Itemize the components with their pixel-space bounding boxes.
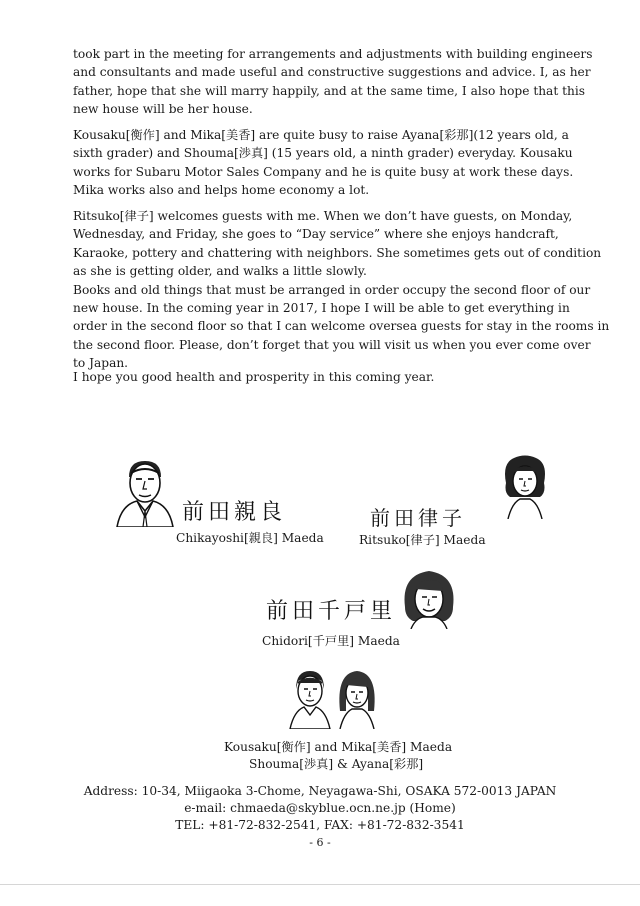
ritsuko-portrait-icon <box>500 453 550 519</box>
chikayoshi-caption: Chikayoshi[親良] Maeda <box>176 531 324 545</box>
text-line: new house. In the coming year in 2017, I hope I will be able to get everything in <box>73 301 570 316</box>
text-line: and consultants and made useful and constructive suggestions and advice. I, as her <box>73 65 591 80</box>
kousaku-portrait-icon <box>288 667 332 729</box>
text-line: Books and old things that must be arranged in order occupy the second floor of our <box>73 282 591 297</box>
text-line: Ritsuko[律子] welcomes guests with me. When we don’t have guests, on Monday, <box>73 209 573 223</box>
page-edge-divider <box>0 884 640 885</box>
text-line: I hope you good health and prosperity in this coming year. <box>73 370 435 384</box>
text-line: as she is getting older, and walks a little slowly. <box>73 264 367 279</box>
paragraph-2 <box>73 126 589 200</box>
text-line: Mika works also and helps home economy a lot. <box>73 183 370 198</box>
paragraph-3 <box>73 207 610 373</box>
mika-portrait-icon <box>336 667 378 729</box>
chidori-signature: 前田千戸里 <box>266 599 397 624</box>
email-line: e-mail: chmaeda@skyblue.ocn.ne.jp (Home) <box>184 801 456 815</box>
text-line: to Japan. <box>73 356 129 371</box>
chikayoshi-portrait-icon <box>113 455 177 527</box>
ritsuko-signature: 前田律子 <box>370 506 466 530</box>
text-line: Karaoke, pottery and chattering with neighbors. She sometimes gets out of condition <box>73 245 602 260</box>
paragraph-1 <box>73 45 593 119</box>
chidori-portrait-icon <box>401 567 457 629</box>
ritsuko-caption: Ritsuko[律子] Maeda <box>359 533 486 547</box>
family-caption-parents: Kousaku[衡作] and Mika[美香] Maeda <box>224 740 453 754</box>
paragraph-4 <box>73 368 589 386</box>
text-line: works for Subaru Motor Sales Company and he is quite busy at work these days. <box>73 164 574 179</box>
text-line: father, hope that she will marry happily, and at the same time, I also hope that this <box>73 83 585 98</box>
phone-line: TEL: +81-72-832-2541, FAX: +81-72-832-3541 <box>175 818 465 832</box>
text-line: Kousaku[衡作] and Mika[美香] are quite busy to raise Ayana[彩那](12 years old, a <box>73 128 569 142</box>
page-number: - 6 - <box>309 836 331 849</box>
text-line: order in the second floor so that I can welcome oversea guests for stay in the rooms in <box>73 319 610 334</box>
text-line: took part in the meeting for arrangements and adjustments with building engineers <box>73 47 593 61</box>
text-line: new house will be her house. <box>73 102 253 117</box>
text-line: sixth grader) and Shouma[渉真] (15 years old, a ninth grader) everyday. Kousaku <box>73 146 573 161</box>
chikayoshi-signature: 前田親良 <box>182 500 287 525</box>
text-line: the second floor. Please, don’t forget that you will visit us when you ever come over <box>73 337 591 352</box>
family-caption-children: Shouma[渉真] & Ayana[彩那] <box>249 757 424 771</box>
address-line: Address: 10-34, Miigaoka 3-Chome, Neyagawa-Shi, OSAKA 572-0013 JAPAN <box>83 784 557 798</box>
chidori-caption: Chidori[千戸里] Maeda <box>262 634 400 648</box>
text-line: Wednesday, and Friday, she goes to “Day service” where she enjoys handcraft, <box>73 227 559 242</box>
